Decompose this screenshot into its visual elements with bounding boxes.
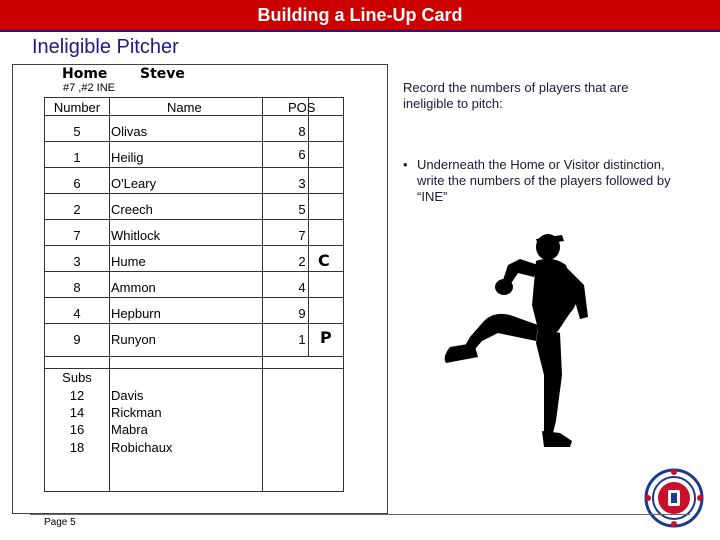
table-row (45, 324, 343, 350)
table-row (45, 194, 343, 220)
ineligible-note: #7 ,#2 INE (63, 82, 115, 94)
player-pos: 3 (298, 176, 306, 191)
player-pos: 2 (298, 254, 306, 269)
list-item (45, 387, 343, 404)
slide-title: Building a Line-Up Card (0, 0, 720, 30)
player-pos: 1 (298, 332, 306, 347)
player-number: 2 (73, 202, 81, 217)
player-pos: 4 (298, 280, 306, 295)
player-name: Ammon (111, 280, 156, 295)
player-pos: 9 (298, 306, 306, 321)
player-pos: 6 (298, 147, 306, 162)
player-number: 4 (73, 306, 81, 321)
player-name: Whitlock (111, 228, 161, 243)
player-number: 7 (73, 228, 81, 243)
player-name: Hume (111, 254, 146, 269)
table-row (45, 168, 343, 194)
list-item (45, 421, 343, 438)
bullet-text: Underneath the Home or Visitor distinction, write the numbers of the players followed by “INE” (417, 157, 671, 204)
instructions-text: Record the numbers of players that are ineligible to pitch: (403, 80, 629, 111)
sub-name: Rickman (111, 405, 162, 420)
player-pos: 7 (298, 228, 306, 243)
sub-name: Mabra (111, 422, 148, 437)
player-pos: 5 (298, 202, 306, 217)
player-number: 6 (73, 176, 81, 191)
lineup-table (44, 97, 344, 492)
little-league-logo-icon (644, 468, 704, 528)
column-header-name: Name (167, 100, 202, 115)
manager-name: Steve (140, 66, 185, 82)
list-item (45, 404, 343, 421)
title-divider (0, 30, 720, 32)
table-row (45, 298, 343, 324)
sub-name: Davis (111, 388, 144, 403)
page-number: Page 5 (44, 517, 76, 528)
subs-label: Subs (62, 370, 92, 385)
table-row (45, 272, 343, 298)
player-number: 8 (73, 280, 81, 295)
player-name: Olivas (111, 124, 148, 139)
column-header-pos: POS (288, 100, 316, 115)
player-name: Runyon (111, 332, 156, 347)
player-number: 3 (73, 254, 81, 269)
player-number: 1 (73, 150, 81, 165)
column-header-number: Number (53, 100, 101, 115)
table-row (45, 116, 343, 142)
pitcher-silhouette-icon (440, 225, 590, 460)
player-number: 5 (73, 124, 81, 139)
player-name: Creech (111, 202, 153, 217)
row-divider (45, 356, 343, 357)
bullet-icon: • (403, 157, 408, 172)
sub-number: 16 (69, 422, 85, 437)
subs-header-row (45, 369, 343, 386)
player-name: Heilig (111, 150, 144, 165)
sub-number: 18 (69, 440, 85, 455)
list-item (45, 439, 343, 456)
pitcher-mark: P (320, 328, 332, 347)
player-name: O'Leary (111, 176, 157, 191)
catcher-mark: C (318, 251, 330, 270)
table-row (45, 246, 343, 272)
footer-divider (30, 514, 690, 515)
table-row (45, 142, 343, 168)
sub-name: Robichaux (111, 440, 173, 455)
sub-number: 12 (69, 388, 85, 403)
player-number: 9 (73, 332, 81, 347)
slide-subtitle: Ineligible Pitcher (32, 36, 179, 58)
table-row (45, 220, 343, 246)
home-label: Home (62, 66, 108, 82)
sub-number: 14 (69, 405, 85, 420)
player-pos: 8 (298, 124, 306, 139)
player-name: Hepburn (111, 306, 161, 321)
